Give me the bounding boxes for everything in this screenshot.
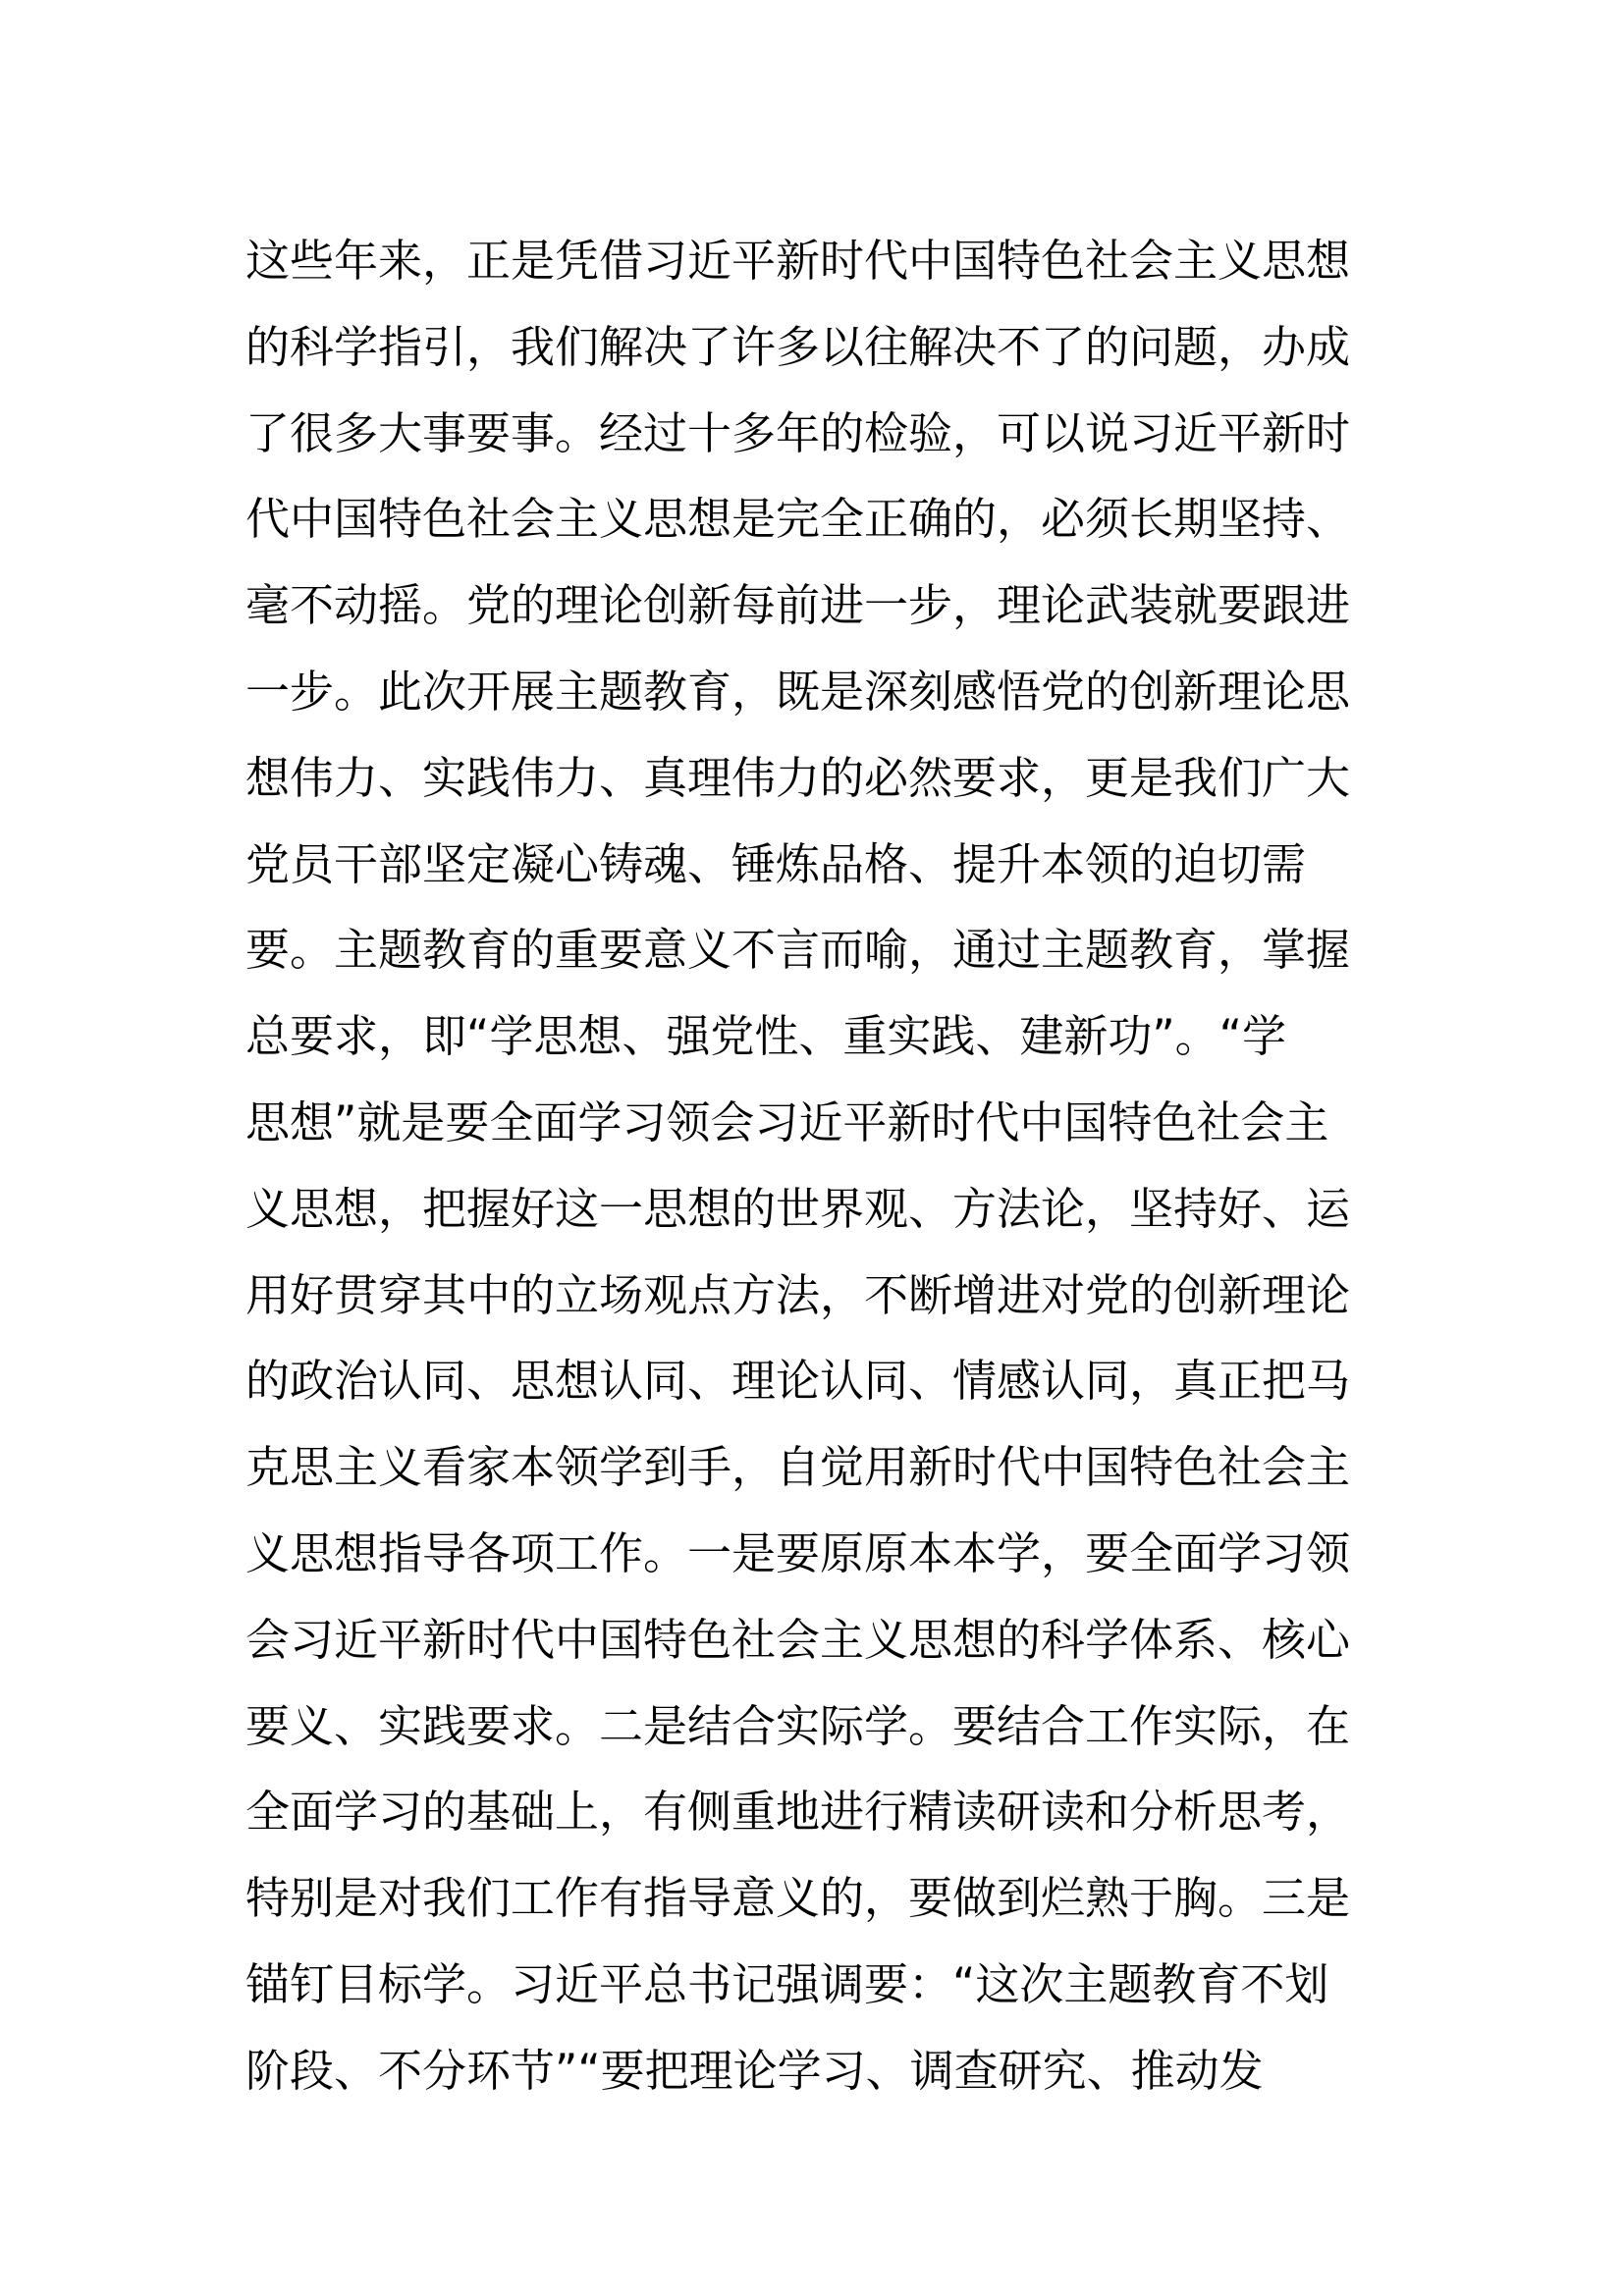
text-line: 要义、实践要求。二是结合实际学。要结合工作实际，在 [245,1699,1351,1752]
text-line: 特别是对我们工作有指导意义的，要做到烂熟于胸。三是 [245,1872,1351,1925]
text-line: 思想”就是要全面学习领会习近平新时代中国特色社会主 [245,1095,1329,1148]
text-line: 了很多大事要事。经过十多年的检验，可以说习近平新时 [245,406,1351,459]
text-line: 义思想，把握好这一思想的世界观、方法论，坚持好、运 [245,1182,1351,1235]
text-line: 阶段、不分环节”“要把理论学习、调查研究、推动发 [245,2044,1264,2097]
text-line: 的政治认同、思想认同、理论认同、情感认同，真正把马 [245,1355,1351,1408]
text-line: 克思主义看家本领学到手，自觉用新时代中国特色社会主 [245,1441,1351,1494]
text-line: 的科学指引，我们解决了许多以往解决不了的问题，办成 [245,320,1351,373]
text-line: 会习近平新时代中国特色社会主义思想的科学体系、核心 [245,1613,1351,1666]
text-line: 毫不动摇。党的理论创新每前进一步，理论武装就要跟进 [245,579,1351,632]
body-paragraph [245,218,1404,2114]
text-line: 这些年来，正是凭借习近平新时代中国特色社会主义思想 [245,235,1351,287]
text-line: 全面学习的基础上，有侧重地进行精读研读和分析思考， [245,1786,1351,1839]
text-line: 想伟力、实践伟力、真理伟力的必然要求，更是我们广大 [245,751,1351,804]
text-line: 用好贯穿其中的立场观点方法，不断增进对党的创新理论 [245,1268,1351,1321]
text-line: 要。主题教育的重要意义不言而喻，通过主题教育，掌握 [245,924,1351,977]
text-line: 党员干部坚定凝心铸魂、锤炼品格、提升本领的迫切需 [245,837,1307,890]
text-line: 总要求，即“学思想、强党性、重实践、建新功”。“学 [245,1010,1286,1063]
text-line: 一步。此次开展主题教育，既是深刻感悟党的创新理论思 [245,665,1351,718]
text-line: 义思想指导各项工作。一是要原原本本学，要全面学习领 [245,1526,1351,1579]
text-line: 锚钉目标学。习近平总书记强调要：“这次主题教育不划 [245,1957,1329,2010]
text-line: 代中国特色社会主义思想是完全正确的，必须长期坚持、 [245,493,1351,546]
